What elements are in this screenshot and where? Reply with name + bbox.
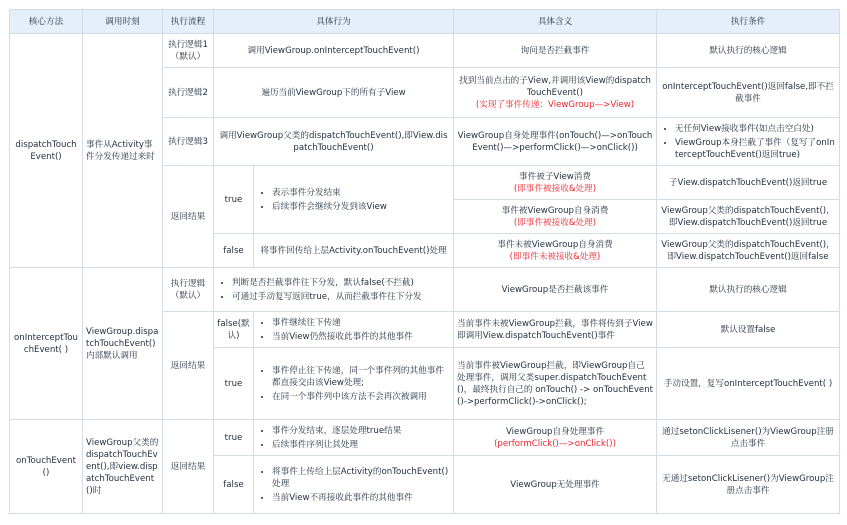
behavior-dispatch-logic1: 调用ViewGroup.onInterceptTouchEvent() (214, 34, 454, 68)
list-item: • 在同一个事件列中该方法不会再次被调用 (272, 390, 450, 404)
header-behavior: 具体行为 (214, 10, 454, 34)
meaning-dispatch-false-text: 事件未被ViewGroup自身消费 (497, 239, 613, 250)
condition-intercept-false: 默认设置false (657, 312, 840, 348)
flow-dispatch-logic2: 执行逻辑2 (163, 68, 214, 118)
condition-intercept-logic: 默认执行的核心逻辑 (657, 268, 840, 312)
behavior-touch-true (254, 420, 454, 456)
meaning-dispatch-true-child-text: 事件被子View消费 (519, 171, 591, 182)
timing-touch: ViewGroup父类的dispatchTouchEvent(),即view.dispatchTouchEvent()时 (83, 420, 163, 514)
touch-result-true-label: true (214, 420, 254, 456)
list-item: • 表示事件分发结束 (272, 186, 450, 200)
list-item: • 事件继续往下传递 (272, 316, 450, 330)
event-dispatch-table-container (9, 9, 839, 514)
meaning-dispatch-false (454, 234, 657, 268)
meaning-touch-true-text: ViewGroup自身处理事件 (505, 426, 605, 437)
method-dispatch: dispatchTouchEvent() (10, 34, 83, 268)
meaning-intercept-true: 当前事件被ViewGroup拦截，即ViewGroup自己处理事件，调用父类super.dispatchTouchEvent()，最终执行自己的 onTouch() -> onTouchEvent()->performClick()->onClick(); (454, 348, 657, 420)
behavior-intercept-logic (214, 268, 454, 312)
dispatch-result-true-label: true (214, 166, 254, 234)
meaning-dispatch-true-child (454, 166, 657, 200)
behavior-touch-false (254, 456, 454, 514)
timing-intercept: ViewGroup.dispatchTouchEvent()内部默认调用 (83, 268, 163, 420)
list-item: • 后续事件会继续分发到该View (272, 200, 450, 214)
behavior-touch-false-list (257, 465, 450, 505)
behavior-intercept-true-list (257, 364, 450, 404)
list-item: • 当前View仍然接收此事件的其他事件 (272, 330, 450, 344)
behavior-dispatch-logic2: 遍历当前ViewGroup下的所有子View (214, 68, 454, 118)
condition-intercept-true: 手动设置，复写onInterceptTouchEvent( ) (657, 348, 840, 420)
flow-dispatch-logic3: 执行逻辑3 (163, 118, 214, 166)
table-row (10, 268, 840, 312)
touch-result-false-label: false (214, 456, 254, 514)
meaning-touch-true (454, 420, 657, 456)
condition-touch-true: 通过setonClickLisener()为ViewGroup注册点击事件 (657, 420, 840, 456)
meaning-dispatch-true-self-text: 事件被ViewGroup自身消费 (501, 205, 609, 216)
list-item: • 事件停止往下传递，同一个事件列的其他事件都直接交由该View处理; (272, 364, 450, 390)
list-item: • 将事件上传给上层Activity的onTouchEvent()处理 (272, 465, 450, 491)
meaning-touch-false: ViewGroup无处理事件 (454, 456, 657, 514)
header-exec-flow: 执行流程 (163, 10, 214, 34)
header-meaning: 具体含义 (454, 10, 657, 34)
condition-dispatch-true-child: 子View.dispatchTouchEvent()返回true (657, 166, 840, 200)
flow-intercept-logic: 执行逻辑（默认） (163, 268, 214, 312)
meaning-dispatch-true-self (454, 200, 657, 234)
timing-dispatch: 事件从Activity事件分发传递过来时 (83, 34, 163, 268)
flow-touch-result: 返回结果 (163, 420, 214, 514)
header-call-timing: 调用时刻 (83, 10, 163, 34)
meaning-intercept-logic: ViewGroup是否拦截该事件 (454, 268, 657, 312)
list-item: • 判断是否拦截事件往下分发，默认false(不拦截) (232, 276, 450, 290)
behavior-dispatch-false: 将事件回传给上层Activity.onTouchEvent()处理 (254, 234, 454, 268)
behavior-intercept-true (254, 348, 454, 420)
condition-dispatch-logic2: onInterceptTouchEvent()返回false,即不拦截事件 (657, 68, 840, 118)
meaning-dispatch-logic2 (454, 68, 657, 118)
header-condition: 执行条件 (657, 10, 840, 34)
meaning-dispatch-false-highlight: (即事件未被接收&处理) (509, 251, 601, 262)
condition-touch-false: 无通过setonClickLisener()为ViewGroup注册点击事件 (657, 456, 840, 514)
list-item: • 后续事件序列让其处理 (272, 438, 450, 452)
table-row (10, 34, 840, 68)
list-item: • 无任何View接收事件(如点击空白处) (675, 122, 836, 136)
meaning-dispatch-logic3: ViewGroup自身处理事件(onTouch()—>onTouchEvent()—>performClick()—>onClick()) (454, 118, 657, 166)
behavior-intercept-false (254, 312, 454, 348)
behavior-dispatch-logic3: 调用ViewGroup父类的dispatchTouchEvent(),即View.dispatchTouchEvent() (214, 118, 454, 166)
header-row (10, 10, 840, 34)
table-row (10, 420, 840, 456)
list-item: • 当前View不再接收此事件的其他事件 (272, 491, 450, 505)
list-item: • 可通过手动复写返回true，从而拦截事件往下分发 (232, 290, 450, 304)
meaning-dispatch-logic2-highlight: (实现了事件传递：ViewGroup—>View) (475, 99, 635, 110)
method-touch: onTouchEvent() (10, 420, 83, 514)
event-dispatch-table (9, 9, 840, 514)
meaning-dispatch-true-self-highlight: (即事件被接收&处理) (513, 217, 597, 228)
condition-dispatch-logic3 (657, 118, 840, 166)
flow-dispatch-logic1: 执行逻辑1（默认） (163, 34, 214, 68)
behavior-intercept-false-list (257, 316, 450, 344)
list-item: • ViewGroup本身拦截了事件（复写了onInterceptTouchEvent()返回true) (675, 136, 836, 162)
meaning-dispatch-true-child-highlight: (即事件被接收&处理) (513, 183, 597, 194)
header-core-method: 核心方法 (10, 10, 83, 34)
condition-dispatch-true-self: ViewGroup父类的dispatchTouchEvent()，即View.dispatchTouchEvent()返回true (657, 200, 840, 234)
meaning-intercept-false: 当前事件未被ViewGroup拦截，事件将传到子View即调用View.dispatchTouchEvent()事件 (454, 312, 657, 348)
intercept-result-false-label: false(默认) (214, 312, 254, 348)
intercept-result-true-label: true (214, 348, 254, 420)
list-item: • 事件分发结束，逐层处理true结果 (272, 424, 450, 438)
meaning-dispatch-logic1: 询问是否拦截事件 (454, 34, 657, 68)
dispatch-result-false-label: false (214, 234, 254, 268)
behavior-dispatch-true-list (257, 186, 450, 214)
flow-intercept-result: 返回结果 (163, 312, 214, 420)
condition-dispatch-logic1: 默认执行的核心逻辑 (657, 34, 840, 68)
condition-dispatch-false: ViewGroup父类的dispatchTouchEvent()，即View.dispatchTouchEvent()返回false (657, 234, 840, 268)
behavior-dispatch-true (254, 166, 454, 234)
condition-dispatch-logic3-list (660, 122, 836, 162)
behavior-intercept-logic-list (217, 276, 450, 304)
meaning-touch-true-highlight: (performClick()—>onClick()) (494, 438, 616, 449)
meaning-dispatch-logic2-text: 找到当前点击的子View,并调用该View的dispatchTouchEvent() (459, 75, 651, 98)
flow-dispatch-result: 返回结果 (163, 166, 214, 268)
behavior-touch-true-list (257, 424, 450, 452)
method-intercept: onInterceptTouchEvent( ) (10, 268, 83, 420)
